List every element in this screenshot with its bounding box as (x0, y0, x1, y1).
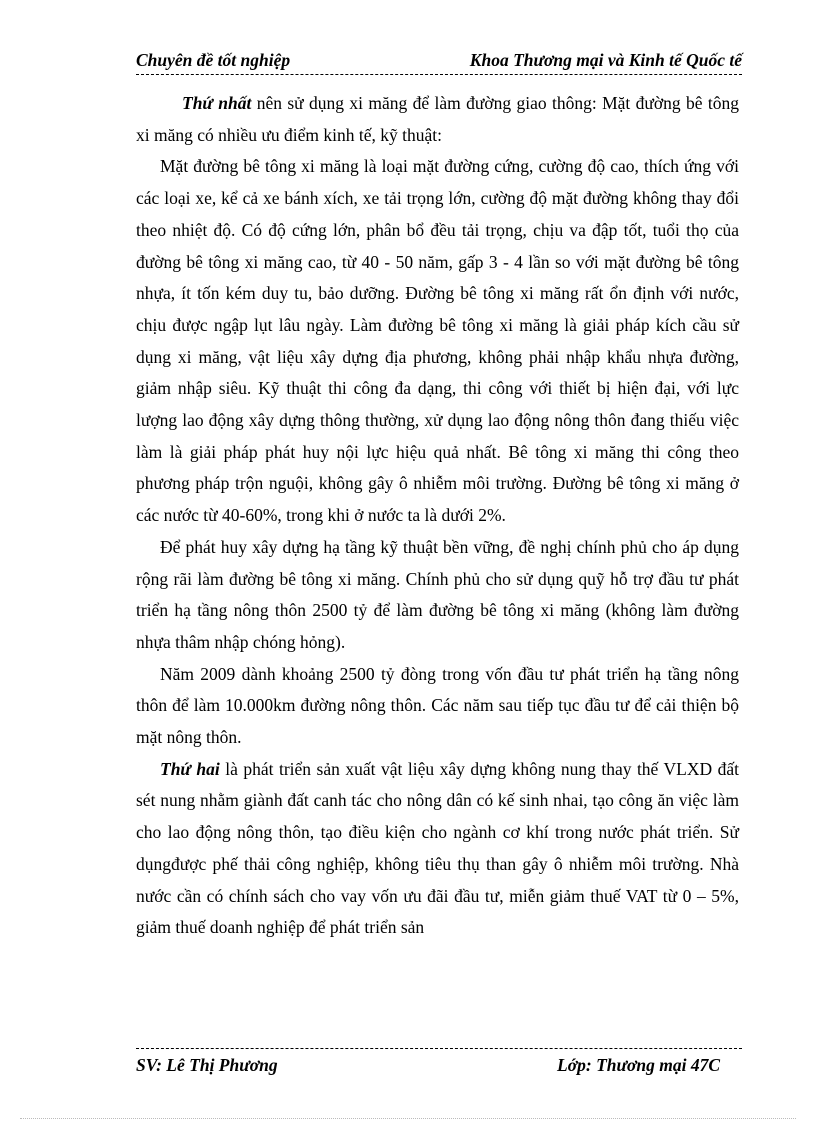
page-header (136, 46, 742, 75)
header-right-title: Khoa Thương mại và Kinh tế Quốc tế (469, 50, 742, 70)
paragraph-2: Mặt đường bê tông xi măng là loại mặt đường cứng, cường độ cao, thích ứng với các loại xe, kể cả xe bánh xích, xe tải trọng lớn, cường độ mặt đường không thay đổi theo nhiệt độ. Có độ cứng lớn, phân bổ đều tải trọng, chịu va đập tốt, tuổi thọ của đường bê tông xi măng cao, từ 40 - 50 năm, gấp 3 - 4 lần so với mặt đường bê tông nhựa, ít tốn kém duy tu, bảo dưỡng. Đường bê tông xi măng rất ổn định với nước, chịu được ngập lụt lâu ngày. Làm đường bê tông xi măng là giải pháp kích cầu sử dụng xi măng, vật liệu xây dựng địa phương, không phải nhập khẩu nhựa đường, giảm nhập siêu. Kỹ thuật thi công đa dạng, thi công với thiết bị hiện đại, với lực lượng lao động xây dựng thông thường, xử dụng lao động nông thôn đang thiếu việc làm là giải pháp phát huy nội lực hiệu quả nhất. Bê tông xi măng thi công theo phương pháp trộn nguội, không gây ô nhiễm môi trường. Đường bê tông xi măng ở các nước từ 40-60%, trong khi ở nước ta là dưới 2%. (136, 156, 739, 526)
paragraph-4: Năm 2009 dành khoảng 2500 tỷ đòng trong vốn đầu tư phát triển hạ tầng nông thôn để làm 10.000km đường nông thôn. Các năm sau tiếp tục đầu tư để cải thiện bộ mặt nông thôn. (136, 663, 739, 748)
paragraph-1 (136, 88, 739, 151)
paragraph-1-lead: Thứ nhất (182, 93, 252, 113)
paragraph-5-lead: Thứ hai (160, 758, 220, 779)
document-body (136, 88, 739, 944)
paragraph-3: Để phát huy xây dựng hạ tầng kỹ thuật bền vững, đề nghị chính phủ cho áp dụng rộng rãi làm đường bê tông xi măng. Chính phủ cho sử dụng quỹ hỗ trợ đầu tư phát triển hạ tầng nông thôn 2500 tỷ để làm đường bê tông xi măng (không làm đường nhựa thâm nhập chóng hỏng). (136, 536, 739, 652)
page-trim-line (20, 1118, 796, 1119)
paragraph-5 (136, 754, 739, 944)
footer-student-name: SV: Lê Thị Phương (136, 1055, 278, 1075)
paragraph-1-text: nên sử dụng xi măng để làm đường giao thông: Mặt đường bê tông xi măng có nhiều ưu điểm kinh tế, kỹ thuật: (136, 93, 739, 145)
header-left-title: Chuyên đề tốt nghiệp (136, 50, 291, 70)
footer-class-name: Lớp: Thương mại 47C (557, 1055, 720, 1075)
page-footer (136, 1048, 742, 1085)
paragraph-5-text: là phát triển sản xuất vật liệu xây dựng không nung thay thế VLXD đất sét nung nhằm giành đất canh tác cho nông dân có kế sinh nhai, tạo công ăn việc làm cho lao động nông thôn, tạo điều kiện cho ngành cơ khí trong nước phát triển. Sử dụngđược phế thải công nghiệp, không tiêu thụ than gây ô nhiễm môi trường. Nhà nước cần có chính sách cho vay vốn ưu đãi đầu tư, miễn giảm thuế VAT từ 0 – 5%, giảm thuế doanh nghiệp để phát triển sản (136, 758, 739, 938)
